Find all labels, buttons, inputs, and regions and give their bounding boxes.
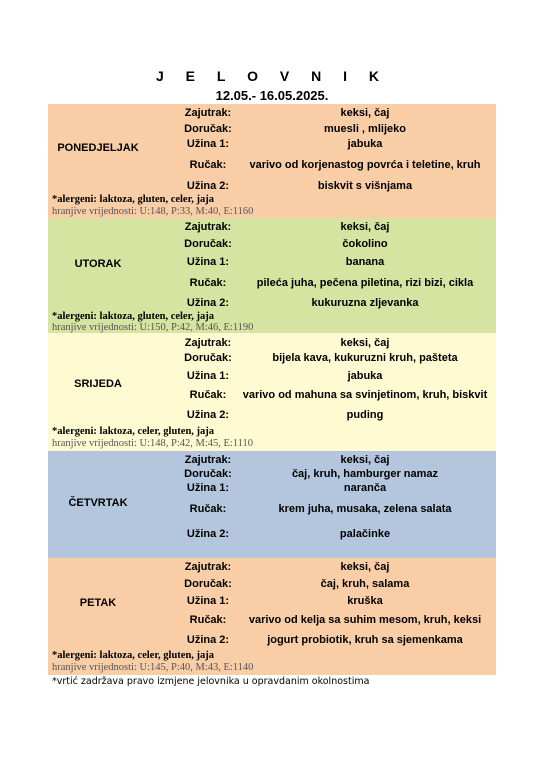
day-block-cetvrtak <box>48 451 496 558</box>
meal-value: keksi, čaj <box>340 561 390 573</box>
day-block-petak <box>48 558 496 675</box>
meal-row <box>48 254 496 270</box>
nutrition-values: hranjive vrijednosti: U:145, P:40, M:43, E:1140 <box>52 662 254 673</box>
meal-label: Zajutrak: <box>184 107 232 119</box>
meal-row <box>48 236 496 252</box>
meal-row <box>48 559 496 575</box>
meal-label: Užina 2: <box>186 409 230 421</box>
meal-label: Doručak: <box>184 468 232 480</box>
allergens-note: *alergeni: laktoza, gluten, celer, jaja <box>52 194 215 205</box>
meal-value: varivo od mahuna sa svinjetinom, kruh, biskvit <box>242 389 488 401</box>
page-title: J E L O V N I K <box>156 68 388 84</box>
nutrition-values: hranjive vrijednosti: U:148, P:33, M:40, E:1160 <box>52 206 254 217</box>
meal-label: Doručak: <box>184 123 232 135</box>
meal-row <box>48 407 496 423</box>
allergens-note: *alergeni: laktoza, gluten, celer, jaja <box>52 311 215 322</box>
meal-label: Ručak: <box>189 503 227 515</box>
meal-label: Užina 1: <box>186 256 230 268</box>
meal-value: čokolino <box>342 238 388 250</box>
meal-row <box>48 275 496 291</box>
meal-row <box>48 295 496 311</box>
meal-label: Ručak: <box>189 614 227 626</box>
meal-label: Zajutrak: <box>184 221 232 233</box>
meal-value: muesli , mlijeko <box>324 123 406 135</box>
meal-value: jogurt probiotik, kruh sa sjemenkama <box>267 634 463 646</box>
allergens-note: *alergeni: laktoza, celer, gluten, jaja <box>52 650 215 661</box>
meal-label: Užina 1: <box>186 595 230 607</box>
meal-value: puding <box>346 409 384 421</box>
meal-label: Zajutrak: <box>184 561 232 573</box>
meal-label: Doručak: <box>184 352 232 364</box>
nutrition-values: hranjive vrijednosti: U:150, P:42, M:46, E:1190 <box>52 322 254 333</box>
meal-value: pileća juha, pečena piletina, rizi bizi, cikla <box>256 277 474 289</box>
meal-row <box>48 632 496 648</box>
meal-label: Užina 2: <box>186 528 230 540</box>
day-name: SRIJEDA <box>74 378 122 390</box>
meal-value: kukuruzna zljevanka <box>311 297 419 309</box>
meal-row <box>48 368 496 384</box>
meal-value: palačinke <box>339 528 391 540</box>
meal-label: Doručak: <box>184 578 232 590</box>
meal-label: Užina 1: <box>186 370 230 382</box>
meal-row <box>48 480 496 496</box>
footnote: *vrtić zadržava pravo izmjene jelovnika u opravdanim okolnostima <box>52 676 370 687</box>
nutrition-values: hranjive vrijednosti: U:148, P:42, M:45, E:1110 <box>52 438 254 449</box>
meal-row <box>48 387 496 403</box>
meal-value: varivo od kelja sa suhim mesom, kruh, keksi <box>248 614 482 626</box>
day-block-ponedjeljak <box>48 104 496 218</box>
meal-value: čaj, kruh, salama <box>320 578 410 590</box>
meal-label: Užina 2: <box>186 180 230 192</box>
meal-row <box>48 157 496 173</box>
allergens-note: *alergeni: laktoza, celer, gluten, jaja <box>52 426 215 437</box>
meal-value: varivo od korjenastog povrća i teletine, kruh <box>249 159 481 171</box>
meal-row <box>48 105 496 121</box>
meal-row <box>48 350 496 366</box>
meal-row <box>48 136 496 152</box>
day-name: PETAK <box>79 597 117 609</box>
meal-label: Doručak: <box>184 238 232 250</box>
meal-value: keksi, čaj <box>340 221 390 233</box>
meal-row <box>48 121 496 137</box>
meal-row <box>48 219 496 235</box>
meal-value: kruška <box>347 595 383 607</box>
meal-value: naranča <box>343 482 387 494</box>
meal-label: Zajutrak: <box>184 454 232 466</box>
meal-label: Ručak: <box>189 277 227 289</box>
meal-row <box>48 576 496 592</box>
meal-value: banana <box>345 256 385 268</box>
meal-value: keksi, čaj <box>340 107 390 119</box>
meal-row <box>48 526 496 542</box>
meal-label: Užina 1: <box>186 482 230 494</box>
day-name: UTORAK <box>74 258 122 270</box>
meal-value: biskvit s višnjama <box>317 180 413 192</box>
meal-label: Užina 1: <box>186 138 230 150</box>
day-name: ČETVRTAK <box>68 497 128 509</box>
meal-label: Ručak: <box>189 159 227 171</box>
meal-value: keksi, čaj <box>340 454 390 466</box>
meal-label: Užina 2: <box>186 634 230 646</box>
day-name: PONEDJELJAK <box>57 142 139 154</box>
meal-label: Zajutrak: <box>184 337 232 349</box>
meal-value: jabuka <box>347 138 383 150</box>
meal-value: keksi, čaj <box>340 337 390 349</box>
meal-value: čaj, kruh, hamburger namaz <box>291 468 439 480</box>
meal-value: bijela kava, kukuruzni kruh, pašteta <box>272 352 458 364</box>
meal-label: Ručak: <box>189 389 227 401</box>
meal-row <box>48 178 496 194</box>
day-block-utorak <box>48 218 496 333</box>
day-block-srijeda <box>48 333 496 451</box>
meal-row <box>48 501 496 517</box>
meal-row <box>48 335 496 351</box>
meal-row <box>48 612 496 628</box>
date-range: 12.05.- 16.05.2025. <box>215 88 329 103</box>
meal-label: Užina 2: <box>186 297 230 309</box>
meal-value: jabuka <box>347 370 383 382</box>
meal-value: krem juha, musaka, zelena salata <box>278 503 452 515</box>
meal-row <box>48 593 496 609</box>
